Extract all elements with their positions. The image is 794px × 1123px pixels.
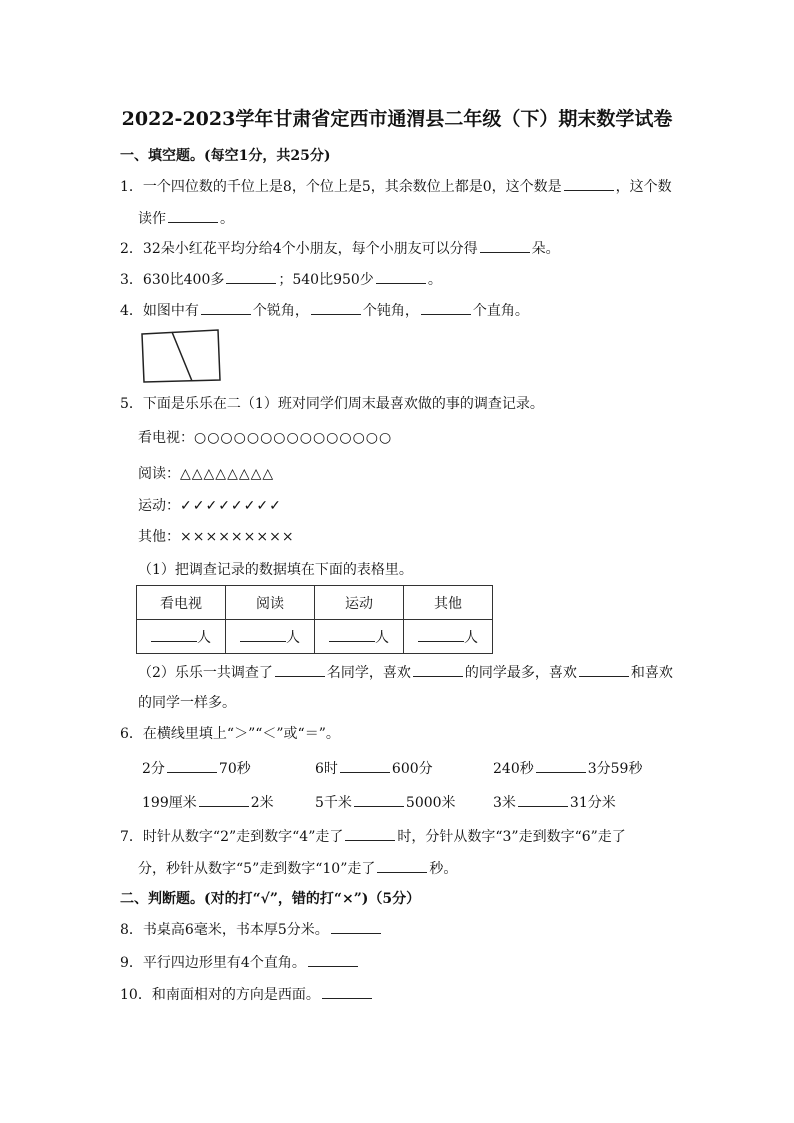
compare-left: 2分	[142, 761, 165, 777]
q9-text: 9．平行四边形里有4个直角。	[120, 955, 306, 971]
answer-blank[interactable]	[579, 662, 629, 677]
sport-marks: ✓✓✓✓✓✓✓✓	[180, 498, 282, 514]
compare-right: 3分59秒	[587, 761, 643, 777]
compare-left: 3米	[493, 795, 516, 811]
q3-text-2: ；540比950少	[278, 272, 374, 288]
page-title: 2022-2023学年甘肃省定西市通渭县二年级（下）期末数学试卷	[121, 108, 673, 130]
question-4	[120, 300, 529, 321]
q7-text-4: 秒。	[429, 861, 458, 877]
q7-text-2: 时，分针从数字“3”走到数字“6”走了	[397, 829, 626, 845]
unit-label: 人	[286, 629, 300, 646]
q2-text: 2．32朵小红花平均分给4个小朋友，每个小朋友可以分得	[120, 241, 478, 257]
question-5-2	[138, 662, 673, 683]
table-header: 看电视	[137, 586, 226, 620]
tv-label: 看电视：	[138, 430, 194, 446]
answer-blank[interactable]	[226, 269, 276, 284]
compare-right: 31分米	[569, 795, 616, 811]
answer-blank[interactable]	[518, 792, 568, 807]
unit-label: 人	[197, 629, 211, 646]
q7-text: 7．时针从数字“2”走到数字“4”走了	[120, 829, 344, 845]
q4-text-3: 个钝角，	[362, 303, 419, 319]
answer-blank[interactable]	[376, 269, 426, 284]
answer-blank[interactable]	[329, 627, 375, 642]
question-5-2-cont: 的同学一样多。	[138, 695, 236, 711]
question-5-1: （1）把调查记录的数据填在下面的表格里。	[138, 562, 413, 578]
answer-blank[interactable]	[340, 758, 390, 773]
survey-table	[136, 585, 493, 654]
section-fill-blank: 一、填空题。(每空1分，共25分)	[120, 148, 331, 164]
table-cell[interactable]	[315, 620, 404, 654]
q4-text: 4．如图中有	[120, 303, 199, 319]
answer-blank[interactable]	[413, 662, 463, 677]
question-10	[120, 984, 374, 1005]
compare-item	[315, 792, 456, 813]
question-8	[120, 919, 383, 940]
compare-left: 5千米	[315, 795, 352, 811]
answer-blank[interactable]	[275, 662, 325, 677]
answer-blank[interactable]	[354, 792, 404, 807]
answer-blank[interactable]	[311, 300, 361, 315]
q3-text: 3．630比400多	[120, 272, 225, 288]
q1-text: 1．一个四位数的千位上是8，个位上是5，其余数位上都是0，这个数是	[120, 179, 562, 195]
sport-label: 运动：	[138, 498, 180, 514]
question-1	[120, 176, 672, 197]
q1-text-4: 。	[220, 211, 234, 227]
table-cell[interactable]	[137, 620, 226, 654]
question-2	[120, 238, 560, 259]
compare-item	[315, 758, 433, 779]
survey-tv-row	[138, 428, 392, 448]
table-header: 阅读	[226, 586, 315, 620]
question-3	[120, 269, 442, 290]
compare-right: 2米	[250, 795, 274, 811]
q1-text-2: ，这个数	[615, 179, 672, 195]
other-label: 其他：	[138, 529, 180, 545]
survey-read-row	[138, 464, 274, 484]
compare-right: 600分	[391, 761, 433, 777]
rectangle-figure	[140, 328, 224, 384]
q7-text-3: 分，秒针从数字“5”走到数字“10”走了	[138, 861, 376, 877]
compare-left: 6时	[315, 761, 338, 777]
answer-blank[interactable]	[536, 758, 586, 773]
unit-label: 人	[464, 629, 478, 646]
q5-2-text-4: 和喜欢	[630, 665, 673, 681]
q2-text-2: 朵。	[531, 241, 560, 257]
q3-text-3: 。	[427, 272, 442, 288]
question-7	[120, 826, 626, 847]
figure-diagonal	[172, 332, 192, 381]
table-cell[interactable]	[226, 620, 315, 654]
q5-2-text: （2）乐乐一共调查了	[138, 665, 273, 681]
answer-blank[interactable]	[421, 300, 471, 315]
q4-text-4: 个直角。	[472, 303, 529, 319]
q5-2-text-2: 名同学，喜欢	[326, 665, 411, 681]
answer-blank[interactable]	[480, 238, 530, 253]
compare-right: 70秒	[218, 761, 251, 777]
table-header: 其他	[404, 586, 493, 620]
compare-left: 240秒	[493, 761, 534, 777]
q8-text: 8．书桌高6毫米，书本厚5分米。	[120, 922, 329, 938]
answer-blank[interactable]	[377, 858, 427, 873]
table-row	[137, 620, 493, 654]
answer-blank[interactable]	[201, 300, 251, 315]
answer-blank[interactable]	[168, 208, 218, 223]
q1-text-3: 读作	[138, 211, 166, 227]
question-5: 5．下面是乐乐在二（1）班对同学们周末最喜欢做的事的调查记录。	[120, 396, 544, 412]
q4-text-2: 个锐角，	[252, 303, 309, 319]
read-label: 阅读：	[138, 466, 180, 482]
compare-left: 199厘米	[142, 795, 197, 811]
survey-other-row	[138, 527, 295, 547]
answer-blank[interactable]	[167, 758, 217, 773]
compare-item	[493, 758, 642, 779]
compare-right: 5000米	[405, 795, 456, 811]
answer-blank[interactable]	[240, 627, 286, 642]
answer-blank[interactable]	[308, 952, 358, 967]
other-marks: ×××××××××	[180, 529, 295, 545]
table-header: 运动	[315, 586, 404, 620]
answer-blank[interactable]	[564, 176, 614, 191]
compare-item	[142, 792, 274, 813]
answer-blank[interactable]	[322, 984, 372, 999]
question-9	[120, 952, 360, 973]
unit-label: 人	[375, 629, 389, 646]
answer-blank[interactable]	[151, 627, 197, 642]
table-header-row	[137, 586, 493, 620]
answer-blank[interactable]	[418, 627, 464, 642]
compare-item	[493, 792, 616, 813]
survey-sport-row	[138, 496, 282, 516]
question-6: 6．在横线里填上“＞”“＜”或“＝”。	[120, 726, 340, 742]
question-7-cont	[138, 858, 457, 879]
table-cell[interactable]	[404, 620, 493, 654]
answer-blank[interactable]	[331, 919, 381, 934]
q5-2-text-3: 的同学最多，喜欢	[464, 665, 577, 681]
tv-marks: ○○○○○○○○○○○○○○○	[194, 430, 393, 446]
compare-item	[142, 758, 251, 779]
section-true-false: 二、判断题。(对的打“√”，错的打“×”)（5分）	[120, 891, 421, 907]
answer-blank[interactable]	[345, 826, 395, 841]
question-1-cont	[138, 208, 234, 229]
q10-text: 10．和南面相对的方向是西面。	[120, 987, 320, 1003]
read-marks: △△△△△△△△	[180, 466, 275, 482]
answer-blank[interactable]	[199, 792, 249, 807]
